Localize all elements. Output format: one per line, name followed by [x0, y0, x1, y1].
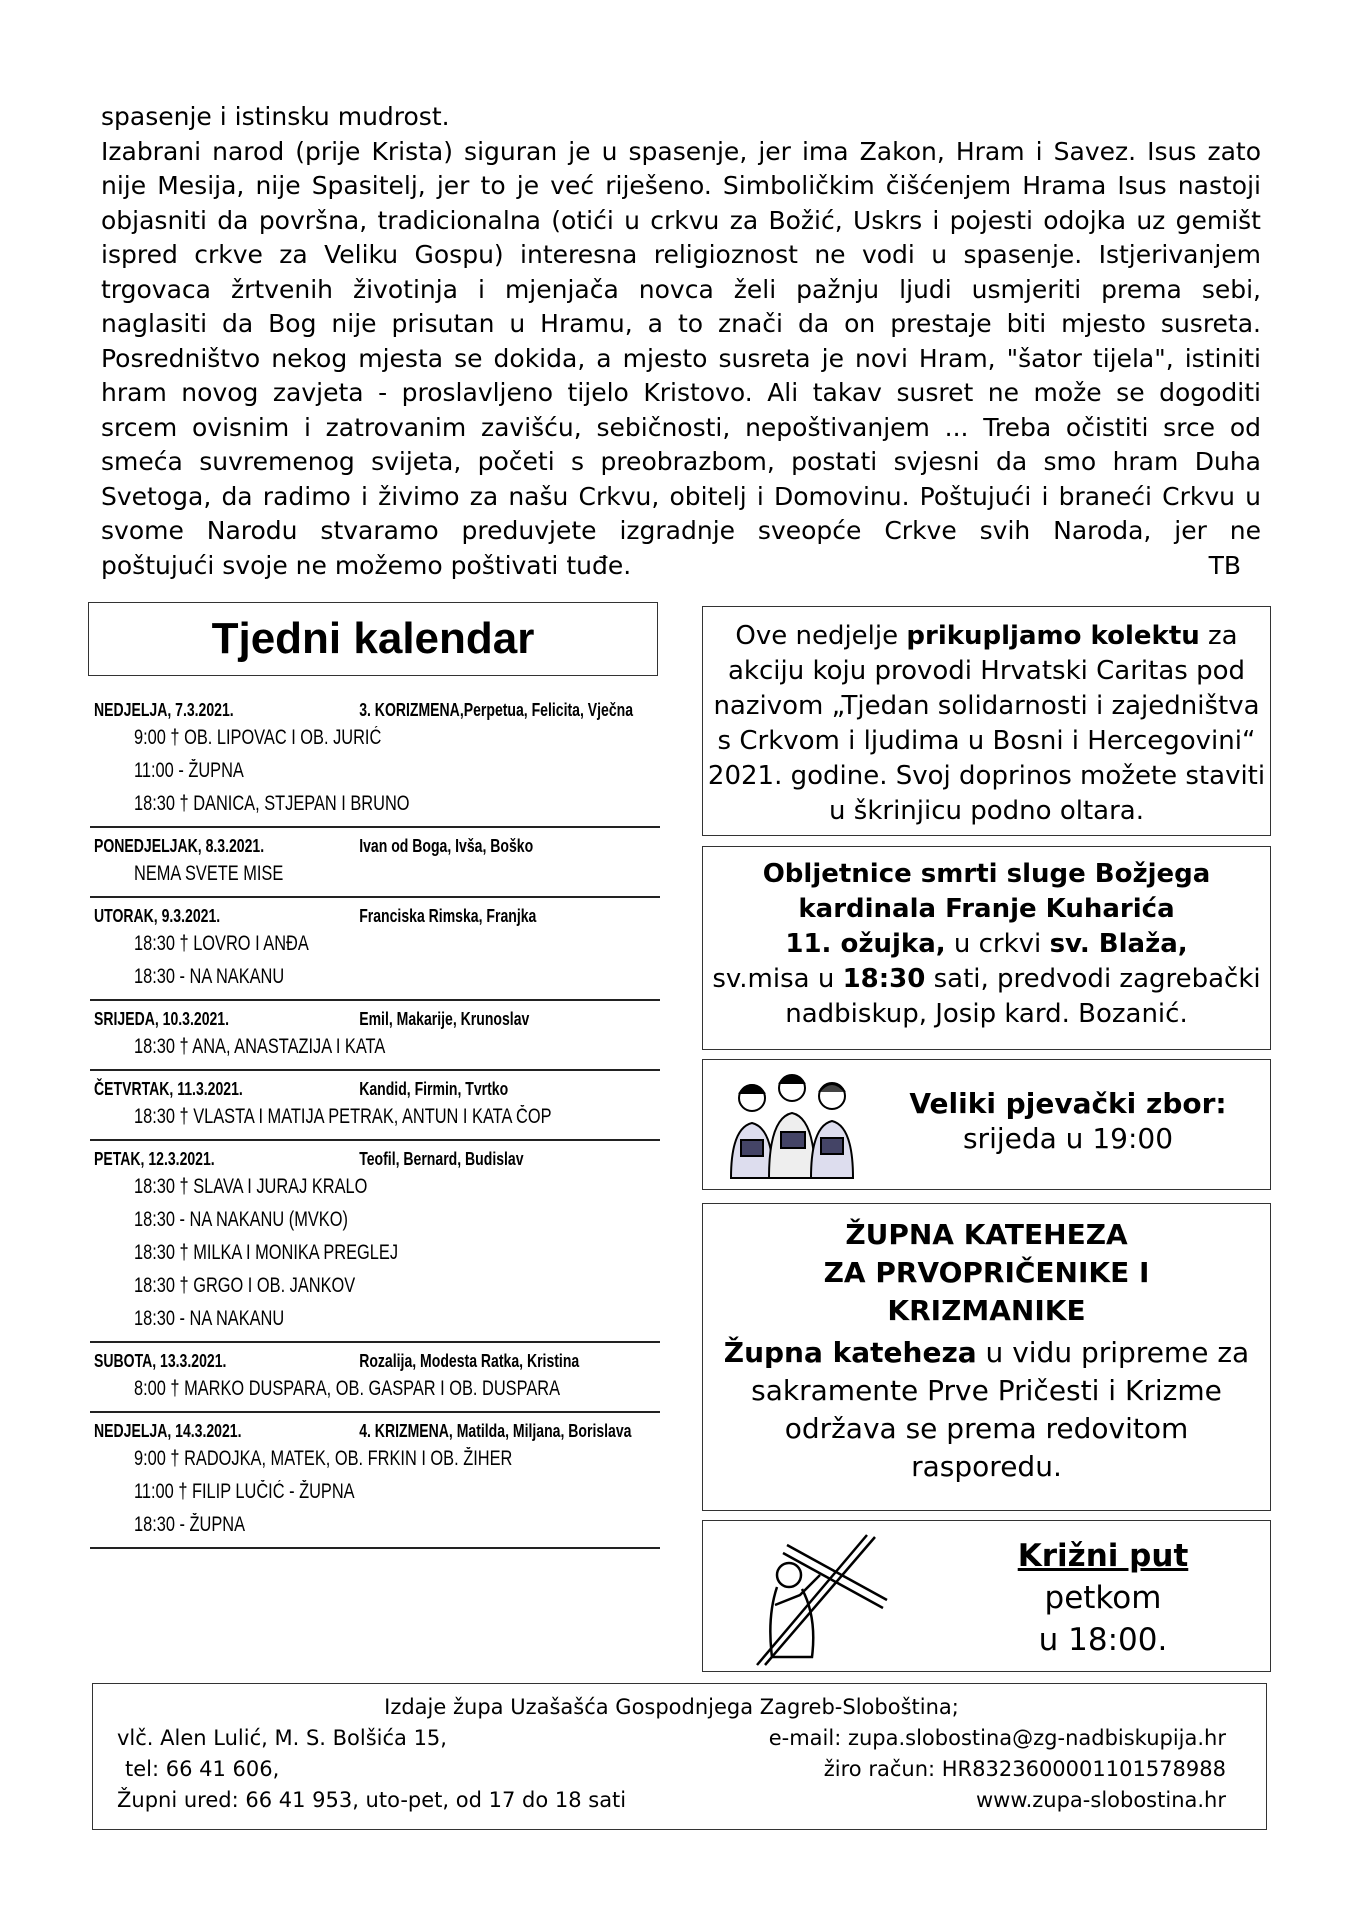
intro-line: ispred crkve za Veliku Gospu) interesna religioznost ne vodi u spasenje. Istjerivanjem [101, 240, 1261, 269]
day-date: NEDJELJA, 7.3.2021. [94, 700, 234, 720]
day-saints: Rozalija, Modesta Ratka, Kristina [359, 1351, 580, 1371]
mass-entry: 18:30 † VLASTA I MATIJA PETRAK, ANTUN I KATA ČOP [134, 1105, 552, 1128]
mass-entry: 18:30 † SLAVA I JURAJ KRALO [134, 1175, 368, 1198]
mass-entry: 8:00 † MARKO DUSPARA, OB. GASPAR I OB. DUSPARA [134, 1377, 561, 1400]
mass-entry: 18:30 † DANICA, STJEPAN I BRUNO [134, 792, 410, 815]
calendar-title-box [88, 602, 658, 676]
day-date: PETAK, 12.3.2021. [94, 1149, 215, 1169]
footer-tel: tel: 66 41 606, [125, 1757, 280, 1781]
anniversary-line4-post: sati, predvodi zagrebački [925, 964, 1261, 994]
stations-title: Križni put [1017, 1538, 1189, 1574]
day-header [94, 1351, 659, 1372]
signature: TB [1208, 550, 1241, 580]
intro-line: hram novog zavjeta - proslavljeno tijelo Kristovo. Ali takav susret ne može se dogoditi [101, 378, 1261, 407]
day-header [94, 906, 659, 927]
day-header [94, 1079, 659, 1100]
footer-box [92, 1683, 1267, 1830]
anniversary-mid: u crkvi [945, 929, 1050, 959]
day-date: SRIJEDA, 10.3.2021. [94, 1009, 230, 1029]
choir-singers-icon [717, 1066, 867, 1184]
intro-text [101, 100, 1261, 583]
day-saints: 4. KRIZMENA, Matilda, Miljana, Borislava [359, 1421, 632, 1441]
day-date: UTORAK, 9.3.2021. [94, 906, 221, 926]
intro-line: naglasiti da Bog nije prisutan u Hramu, a to znači da on prestaje biti mjesto susreta. [101, 309, 1261, 338]
intro-last-line [101, 549, 1261, 584]
anniversary-church: sv. Blaža, [1049, 929, 1188, 959]
day-saints: 3. KORIZMENA,Perpetua, Felicita, Vječna [359, 700, 634, 720]
intro-line: nije Mesija, nije Spasitelj, jer to je već riješeno. Simboličkim čišćenjem Hrama Isus nastoji [101, 171, 1261, 200]
anniversary-title1: Obljetnice smrti sluge Božjega [762, 859, 1211, 889]
catechesis-title3: KRIZMANIKE [887, 1294, 1086, 1327]
stations-time: u 18:00. [1038, 1622, 1168, 1658]
mass-entry: 18:30 † GRGO I OB. JANKOV [134, 1274, 356, 1297]
anniversary-box [702, 846, 1271, 1050]
footer-email[interactable]: e-mail: zupa.slobostina@zg-nadbiskupija.hr [768, 1726, 1226, 1750]
calendar-day [90, 828, 660, 898]
calendar-day [90, 1141, 660, 1343]
collection-bold: prikupljamo kolektu [906, 621, 1200, 651]
intro-line: srcem ovisnim i zatrovanim zavišću, sebičnosti, nepoštivanjem ... Treba očistiti srce od [101, 412, 1261, 442]
footer-web[interactable]: www.zupa-slobostina.hr [976, 1788, 1226, 1812]
mass-entry: 11:00 † FILIP LUČIĆ - ŽUPNA [134, 1480, 355, 1503]
day-date: PONEDJELJAK, 8.3.2021. [94, 836, 265, 856]
intro-line: Posredništvo nekog mjesta se dokida, a mjesto susreta je novi Hram, "šator tijela", istiniti [101, 343, 1261, 373]
catechesis-title1: ŽUPNA KATEHEZA [845, 1218, 1128, 1251]
calendar-day [90, 1343, 660, 1413]
stations-box [702, 1520, 1271, 1672]
calendar-day [90, 692, 660, 828]
day-saints: Emil, Makarije, Krunoslav [359, 1009, 530, 1029]
mass-entry: 18:30 † LOVRO I ANĐA [134, 932, 309, 955]
intro-line: trgovaca žrtvenih životinja i mjenjača novca želi pažnju ljudi usmjeriti prema sebi, [101, 274, 1261, 304]
day-header [94, 1149, 659, 1170]
day-date: NEDJELJA, 14.3.2021. [94, 1421, 242, 1441]
weekly-calendar [90, 692, 660, 1549]
day-header [94, 700, 659, 721]
anniversary-line4-pre: sv.misa u [712, 964, 843, 994]
mass-entry: 18:30 - NA NAKANU (MVKO) [134, 1208, 348, 1231]
intro-line: svome Narodu stvaramo preduvjete izgradnje sveopće Crkve svih Naroda, jer ne [101, 516, 1261, 545]
mass-entry: 18:30 † MILKA I MONIKA PREGLEJ [134, 1241, 399, 1264]
intro-line: Svetoga, da radimo i živimo za našu Crkvu, obitelj i Domovinu. Poštujući i braneći Crkvu u [101, 481, 1261, 511]
footer-account: žiro račun: HR8323600001101578988 [823, 1757, 1226, 1781]
way-of-cross-icon [717, 1525, 907, 1667]
anniversary-title2: kardinala Franje Kuharića [798, 894, 1175, 924]
intro-line: smeća suvremenog svijeta, početi s preobrazbom, postati svjesni da smo hram Duha [101, 447, 1261, 476]
mass-entry: 11:00 - ŽUPNA [134, 759, 244, 782]
calendar-day [90, 1071, 660, 1141]
choir-when: srijeda u 19:00 [962, 1122, 1174, 1155]
anniversary-time: 18:30 [842, 964, 926, 994]
calendar-day [90, 1001, 660, 1071]
stations-day: petkom [1044, 1580, 1162, 1616]
catechesis-title2: ZA PRVOPRIČENIKE I [823, 1256, 1150, 1289]
catechesis-bold: Župna kateheza [723, 1336, 977, 1369]
mass-entry: 18:30 - ŽUPNA [134, 1513, 246, 1536]
intro-line: Izabrani narod (prije Krista) siguran je u spasenje, jer ima Zakon, Hram i Savez. Isus zato [101, 136, 1261, 166]
day-date: ČETVRTAK, 11.3.2021. [94, 1079, 243, 1099]
anniversary-date: 11. ožujka, [785, 929, 946, 959]
collection-pre: Ove nedjelje [735, 621, 907, 651]
mass-entry: 9:00 † OB. LIPOVAC I OB. JURIĆ [134, 726, 382, 749]
footer-publisher: Izdaje župa Uzašašća Gospodnjega Zagreb-Sloboština; [384, 1695, 959, 1719]
calendar-title: Tjedni kalendar [211, 614, 535, 663]
calendar-day [90, 1413, 660, 1549]
footer-office: Župni ured: 66 41 953, uto-pet, od 17 do 18 sati [117, 1788, 627, 1812]
footer-address: vlč. Alen Lulić, M. S. Bolšića 15, [117, 1726, 447, 1750]
catechesis-text: u vidu pripreme za sakramente Prve Pričesti i Krizme održava se prema redovitom rasporedu. [751, 1336, 1250, 1483]
anniversary-line5: nadbiskup, Josip kard. Bozanić. [785, 999, 1188, 1029]
day-saints: Kandid, Firmin, Tvrtko [359, 1079, 509, 1099]
catechesis-box [702, 1203, 1271, 1511]
mass-entry: NEMA SVETE MISE [134, 862, 284, 885]
intro-line: spasenje i istinsku mudrost. [101, 102, 450, 131]
day-saints: Teofil, Bernard, Budislav [359, 1149, 524, 1169]
collection-box [702, 606, 1271, 836]
mass-entry: 18:30 - NA NAKANU [134, 1307, 285, 1330]
calendar-day [90, 898, 660, 1001]
mass-entry: 18:30 - NA NAKANU [134, 965, 285, 988]
mass-entry: 9:00 † RADOJKA, MATEK, OB. FRKIN I OB. ŽIHER [134, 1447, 513, 1470]
day-saints: Ivan od Boga, Ivša, Boško [359, 836, 534, 856]
intro-last-text: poštujući svoje ne možemo poštivati tuđe. [101, 550, 632, 580]
mass-entry: 18:30 † ANA, ANASTAZIJA I KATA [134, 1035, 386, 1058]
collection-post: za akciju koju provodi Hrvatski Caritas pod nazivom „Tjedan solidarnosti i zajedništva s Crkvom i ljudima u Bosni i Hercegovini“ 2021. godine. Svoj doprinos možete staviti u škrinjicu podno oltara. [707, 621, 1266, 826]
intro-line: objasniti da površna, tradicionalna (otići u crkvu za Božić, Uskrs i pojesti odojka uz gemišt [101, 205, 1261, 235]
day-header [94, 1009, 659, 1030]
day-saints: Franciska Rimska, Franjka [359, 906, 537, 926]
day-header [94, 836, 659, 857]
choir-box [702, 1059, 1271, 1190]
day-date: SUBOTA, 13.3.2021. [94, 1351, 227, 1371]
day-header [94, 1421, 659, 1442]
choir-title: Veliki pjevački zbor: [909, 1087, 1227, 1120]
